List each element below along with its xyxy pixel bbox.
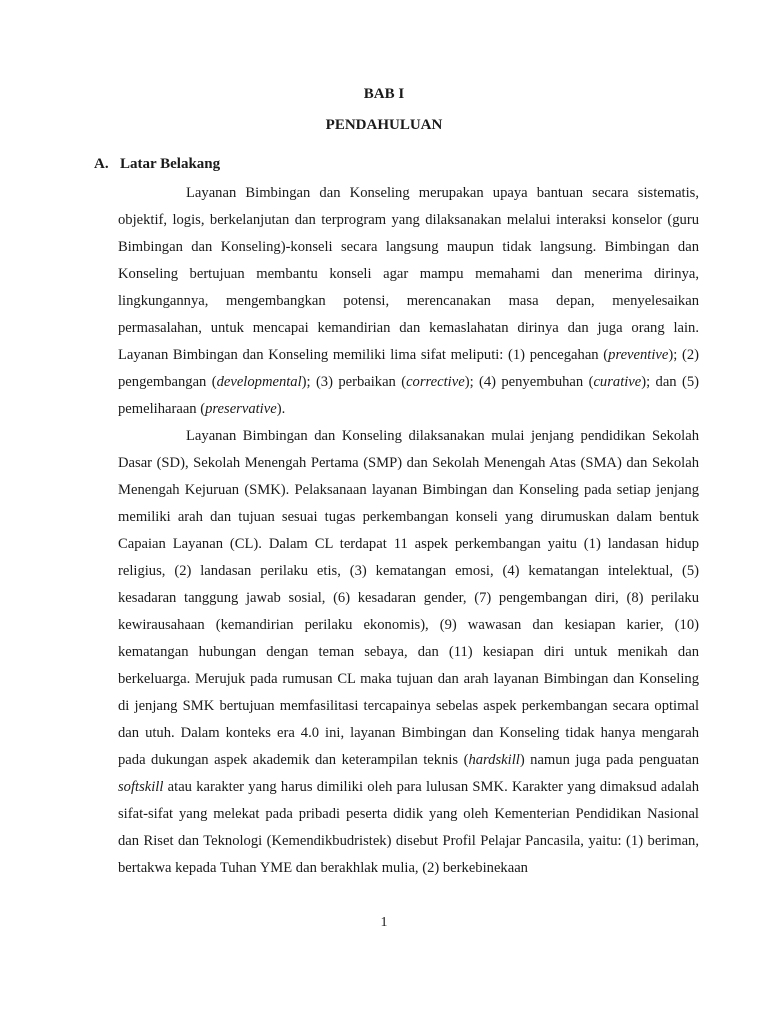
p2-term-softskill: softskill	[118, 779, 164, 795]
section-title: Latar Belakang	[120, 156, 221, 172]
p2-term-hardskill: hardskill	[468, 752, 520, 768]
p2-text-3: atau karakter yang harus dimiliki oleh para lulusan SMK. Karakter yang dimaksud adalah sifat-sifat yang melekat pada pribadi peserta didik yang oleh Kementerian Pendidikan Nasional dan Riset dan Teknologi (Kemendikbudristek) disebut Profil Pelajar Pancasila, yaitu: (1) beriman, bertakwa kepada Tuhan YME dan berakhlak mulia, (2) berkebinekaan	[118, 779, 699, 876]
p1-text-4: ); (4) penyembuhan (	[464, 374, 594, 390]
body-text	[118, 180, 699, 882]
p1-term-curative: curative	[593, 374, 642, 390]
p1-text-6: ).	[276, 401, 286, 417]
section-heading	[94, 156, 220, 173]
section-letter: A.	[94, 156, 109, 172]
p1-text-2: ); (2) pengembangan (	[118, 347, 699, 390]
p1-term-preservative: preservative	[205, 401, 277, 417]
p2-text-1: Layanan Bimbingan dan Konseling dilaksanakan mulai jenjang pendidikan Sekolah Dasar (SD), Sekolah Menengah Pertama (SMP) dan Sekolah Menengah Atas (SMA) dan Sekolah Menengah Kejuruan (SMK). Pelaksanaan layanan Bimbingan dan Konseling pada setiap jenjang memiliki arah dan tujuan sesuai tugas perkembangan konseli yang dirumuskan dalam bentuk Capaian Layanan (CL). Dalam CL terdapat 11 aspek perkembangan yaitu (1) landasan hidup religius, (2) landasan perilaku etis, (3) kematangan emosi, (4) kematangan intelektual, (5) kesadaran tanggung jawab sosial, (6) kesadaran gender, (7) pengembangan diri, (8) perilaku kewirausahaan (kemandirian perilaku ekonomis), (9) wawasan dan kesiapan karier, (10) kematangan hubungan dengan teman sebaya, dan (11) kesiapan diri untuk menikah dan berkeluarga. Merujuk pada rumusan CL maka tujuan dan arah layanan Bimbingan dan Konseling di jenjang SMK bertujuan memfasilitasi tercapainya sebelas aspek perkembangan secara optimal dan utuh. Dalam konteks era 4.0 ini, layanan Bimbingan dan Konseling tidak hanya mengarah pada dukungan aspek akademik dan keterampilan teknis (	[118, 428, 699, 768]
paragraph-1	[118, 180, 699, 423]
p1-term-corrective: corrective	[406, 374, 465, 390]
p1-term-preventive: preventive	[608, 347, 669, 363]
paragraph-2	[118, 423, 699, 882]
p1-text-5: ); dan (5) pemeliharaan (	[118, 374, 699, 417]
p1-text-1: Layanan Bimbingan dan Konseling merupakan upaya bantuan secara sistematis, objektif, logis, berkelanjutan dan terprogram yang dilaksanakan melalui interaksi konselor (guru Bimbingan dan Konseling)-konseli secara langsung maupun tidak langsung. Bimbingan dan Konseling bertujuan membantu konseli agar mampu memahami dan menerima dirinya, lingkungannya, mengembangkan potensi, merencanakan masa depan, menyelesaikan permasalahan, untuk mencapai kemandirian dan kemaslahatan dirinya dan juga orang lain. Layanan Bimbingan dan Konseling memiliki lima sifat meliputi: (1) pencegahan (	[118, 185, 699, 363]
chapter-title: PENDAHULUAN	[325, 117, 443, 133]
chapter-number: BAB I	[363, 86, 405, 102]
p1-term-developmental: developmental	[216, 374, 302, 390]
page-number: 1	[380, 915, 388, 930]
p2-text-2: ) namun juga pada penguatan	[519, 752, 699, 768]
p1-text-3: ); (3) perbaikan (	[301, 374, 407, 390]
